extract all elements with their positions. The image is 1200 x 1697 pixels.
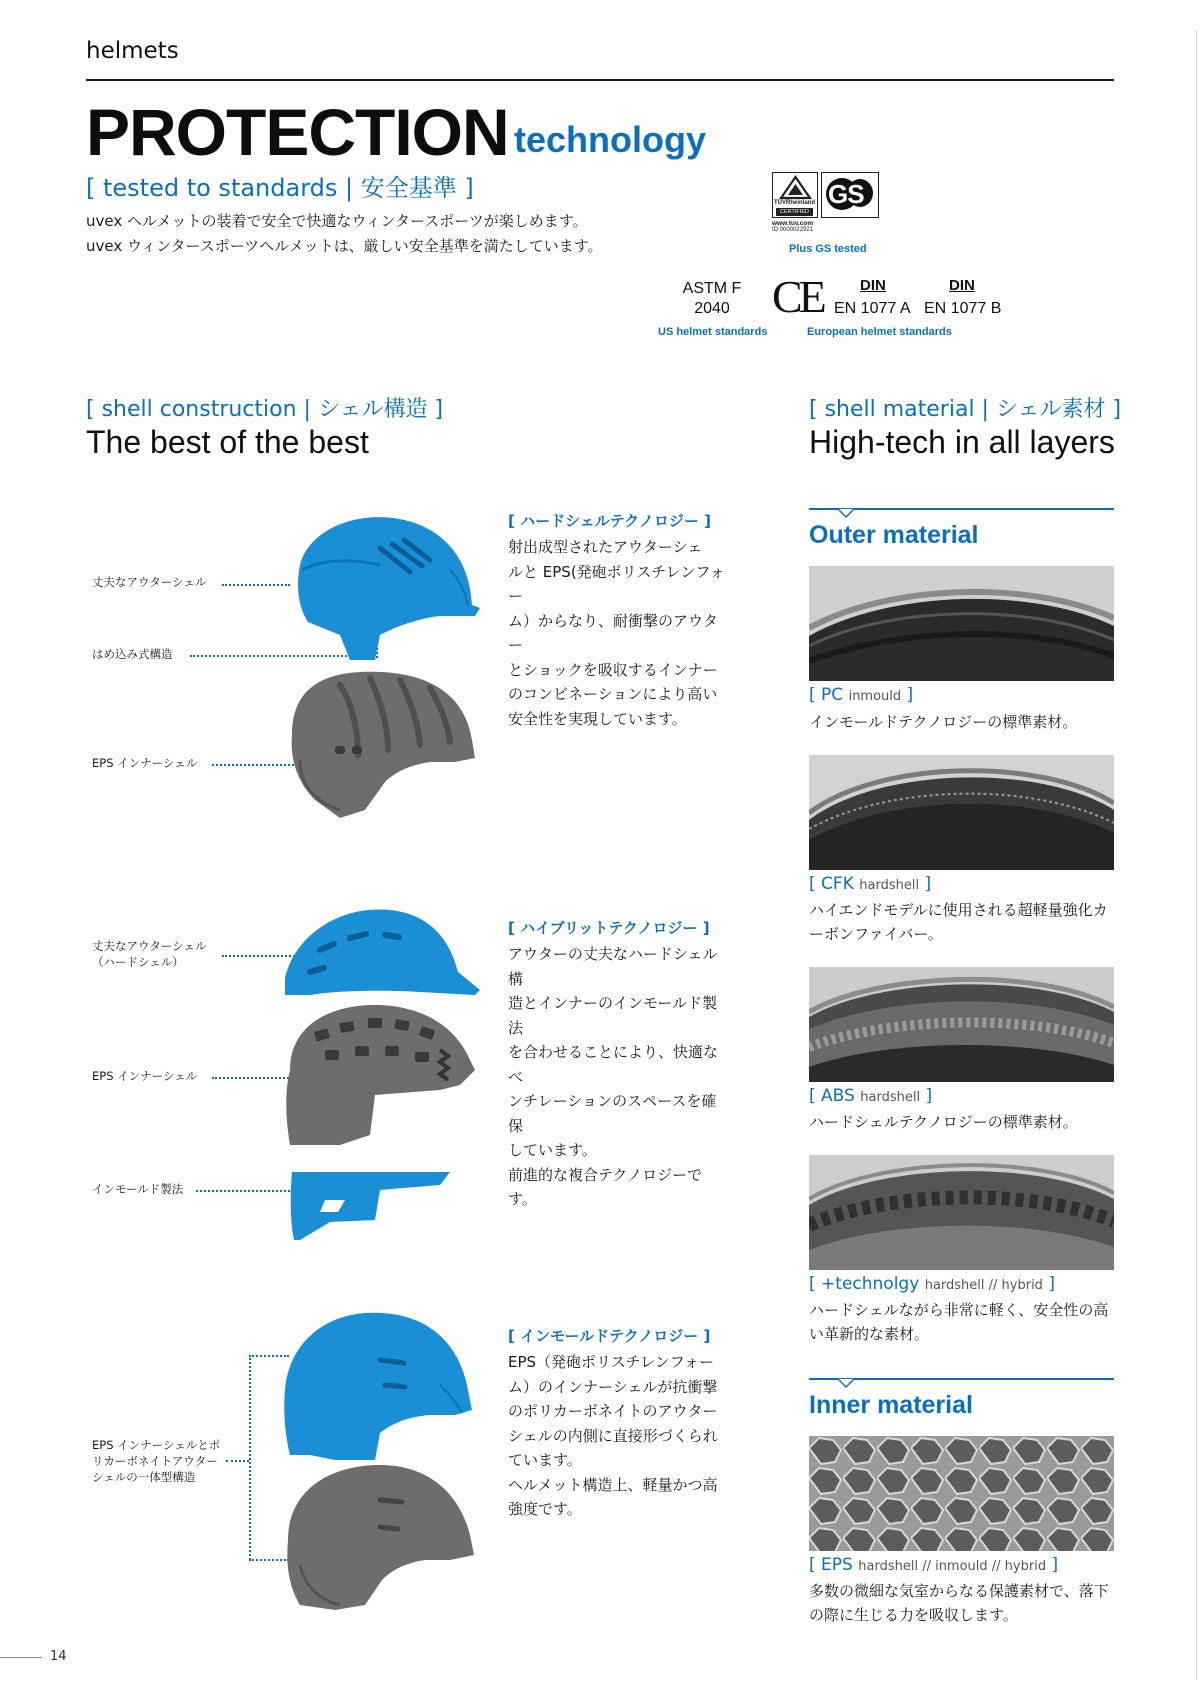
cfk-material-name: CFK (821, 874, 854, 894)
din-label-b: DIN (949, 277, 975, 294)
hybrid-tech-line: 前進的な複合テクノロジーです。 (508, 1165, 703, 1208)
plus-technology-material-photo (809, 1155, 1114, 1270)
intro-line-1: uvex ヘルメットの装着で安全で快適なウィンタースポーツが楽しめます。 (86, 212, 588, 230)
header-divider (86, 79, 1114, 81)
pc-material-desc: インモールドテクノロジーの標準素材。 (809, 713, 1078, 731)
eps-material-name: EPS (821, 1555, 853, 1575)
callout-hardshell-outer: 丈夫なアウターシェル （ハードシェル） (92, 939, 207, 969)
plus-technology-shell-image (809, 1155, 1114, 1270)
inmould-tech-line: EPS（発砲ポリスチレンフォー (508, 1353, 715, 1371)
abs-material-photo (809, 967, 1114, 1082)
abs-material-tag: hardshell (860, 1090, 921, 1105)
inmould-tech-line: のポリカーボネイトのアウター (508, 1402, 718, 1420)
eps-material-tag: hardshell // inmould // hybrid (858, 1559, 1047, 1574)
hardshell-tech-line: ルと EPS(発砲ポリスチレンフォー (508, 562, 725, 605)
section-label: helmets (86, 38, 179, 64)
shell-construction-heading: [ shell construction | シェル構造 ] (86, 397, 444, 422)
callout-inmould-structure: EPS インナーシェルとポ リカーボネイトアウター シェルの一体型構造 (92, 1438, 221, 1484)
page-title: PROTECTION (86, 95, 509, 169)
tuv-url: www.tuv.com (772, 220, 814, 227)
hardshell-tech-line: のコンビネーションにより高い (508, 685, 718, 703)
inmould-tech-body (508, 1350, 730, 1522)
tuv-certified-logo (772, 172, 818, 218)
eps-material-desc: 多数の微細な気室からなる保護素材で、落下の際に生じる力を吸収します。 (809, 1582, 1109, 1624)
plus-technology-material-tag: hardshell // hybrid (924, 1278, 1043, 1293)
abs-material-name: ABS (821, 1086, 855, 1106)
hardshell-tech-line: 安全性を実現しています。 (508, 709, 687, 728)
callout-hybrid-eps: EPS インナーシェル (92, 1069, 198, 1083)
tuv-brand-text: TÜVRheinland (773, 200, 815, 206)
cfk-material-desc: ハイエンドモデルに使用される超軽量強化カーボンファイバー。 (809, 901, 1108, 943)
standards-heading: [ tested to standards | 安全基準 ] (86, 174, 474, 202)
din-label-a: DIN (860, 277, 886, 294)
shell-material-heading: [ shell material | シェル素材 ] (809, 397, 1122, 422)
hybrid-tech-line: しています。 (508, 1141, 597, 1159)
plus-technology-material-desc: ハードシェルながら非常に軽く、安全性の高い革新的な素材。 (809, 1301, 1109, 1343)
gs-logo-text: GS (828, 179, 864, 209)
abs-shell-image (809, 967, 1114, 1082)
hardshell-tech-line: 射出成型されたアウターシェ (508, 538, 703, 556)
tuv-id: ID 0000022921 (772, 227, 814, 233)
page-subtitle: technology (514, 119, 707, 160)
hybrid-tech-line: アウターの丈夫なハードシェル構 (508, 945, 718, 988)
eps-foam-image (809, 1436, 1114, 1551)
callout-outer-shell: 丈夫なアウターシェル (92, 575, 207, 589)
gs-logo (821, 172, 879, 218)
inmould-tech-line: 強度です。 (508, 1500, 582, 1518)
callout-eps-inner: EPS インナーシェル (92, 756, 198, 770)
inmould-tech-line: ています。 (508, 1451, 582, 1469)
hybrid-helmet-illustration (280, 900, 485, 1245)
inner-material-notch-inner (839, 1379, 853, 1386)
shell-material-subheading: High-tech in all layers (809, 424, 1115, 460)
hardshell-tech-line: ム）からなり、耐衝撃のアウター (508, 611, 718, 654)
pc-material-label: [ PC inmould ] (809, 685, 914, 705)
pc-material-name: PC (821, 685, 844, 705)
eu-standards-caption: European helmet standards (807, 326, 952, 338)
cfk-shell-image (809, 755, 1114, 870)
cfk-material-label: [ CFK hardshell ] (809, 874, 932, 894)
plus-technology-material-name: +technolgy (821, 1274, 920, 1294)
pc-shell-image (809, 566, 1114, 681)
hybrid-tech-line: を合わせることにより、快適なべ (508, 1043, 719, 1086)
hybrid-tech-body (508, 942, 730, 1212)
footer-rule (0, 1657, 42, 1658)
pc-material-tag: inmould (848, 689, 902, 704)
pc-material-photo (809, 566, 1114, 681)
hardshell-helmet-illustration (280, 510, 485, 830)
hybrid-tech-line: 造とインナーのインモールド製法 (508, 994, 718, 1037)
din-standard-b: EN 1077 B (924, 300, 1002, 317)
callout-line (226, 1460, 249, 1462)
tuv-certified-band: CERTIFIED (776, 208, 813, 216)
cfk-material-photo (809, 755, 1114, 870)
astm-standard-line-2: 2040 (694, 300, 730, 317)
tuv-triangle-icon (774, 175, 817, 201)
hybrid-tech-line: ンチレーションのスペースを確保 (508, 1092, 717, 1135)
intro-line-2: uvex ウィンタースポーツヘルメットは、厳しい安全基準を満たしています。 (86, 237, 603, 255)
hardshell-tech-line: とショックを吸収するインナー (508, 660, 718, 679)
page-edge (1196, 30, 1197, 1680)
astm-standard-line-1: ASTM F (682, 280, 742, 297)
abs-material-desc: ハードシェルテクノロジーの標準素材。 (809, 1113, 1078, 1131)
shell-construction-subheading: The best of the best (86, 424, 369, 460)
inmould-tech-line: ヘルメット構造上、軽量かつ高 (508, 1475, 718, 1494)
us-standards-caption: US helmet standards (658, 326, 768, 338)
page-number: 14 (50, 1649, 67, 1664)
plus-technology-material-label: [ +technolgy hardshell // hybrid ] (809, 1274, 1055, 1294)
callout-inmould-process: インモールド製法 (92, 1182, 184, 1196)
outer-material-heading: Outer material (809, 521, 979, 549)
cfk-material-tag: hardshell (859, 878, 920, 893)
hardshell-tech-body (508, 535, 730, 731)
eps-material-label: [ EPS hardshell // inmould // hybrid ] (809, 1555, 1059, 1575)
inmould-tech-line: シェルの内側に直接形づくられ (508, 1426, 718, 1445)
callout-bracket (249, 1355, 251, 1560)
abs-material-label: [ ABS hardshell ] (809, 1086, 933, 1106)
din-standard-a: EN 1077 A (834, 300, 911, 317)
ce-mark: CE (772, 271, 823, 322)
inmould-helmet-illustration (280, 1305, 485, 1615)
eps-material-photo (809, 1436, 1114, 1551)
gs-caption: Plus GS tested (789, 243, 867, 255)
callout-snap-in: はめ込み式構造 (92, 647, 173, 661)
inmould-tech-line: ム）のインナーシェルが抗衝撃 (508, 1377, 718, 1396)
inmould-tech-title: [ インモールドテクノロジー ] (508, 1327, 711, 1345)
hybrid-tech-title: [ ハイブリットテクノロジー ] (508, 919, 710, 937)
inner-material-heading: Inner material (809, 1391, 973, 1419)
hardshell-tech-title: [ ハードシェルテクノロジー ] (508, 512, 711, 530)
outer-material-notch-inner (839, 509, 853, 516)
